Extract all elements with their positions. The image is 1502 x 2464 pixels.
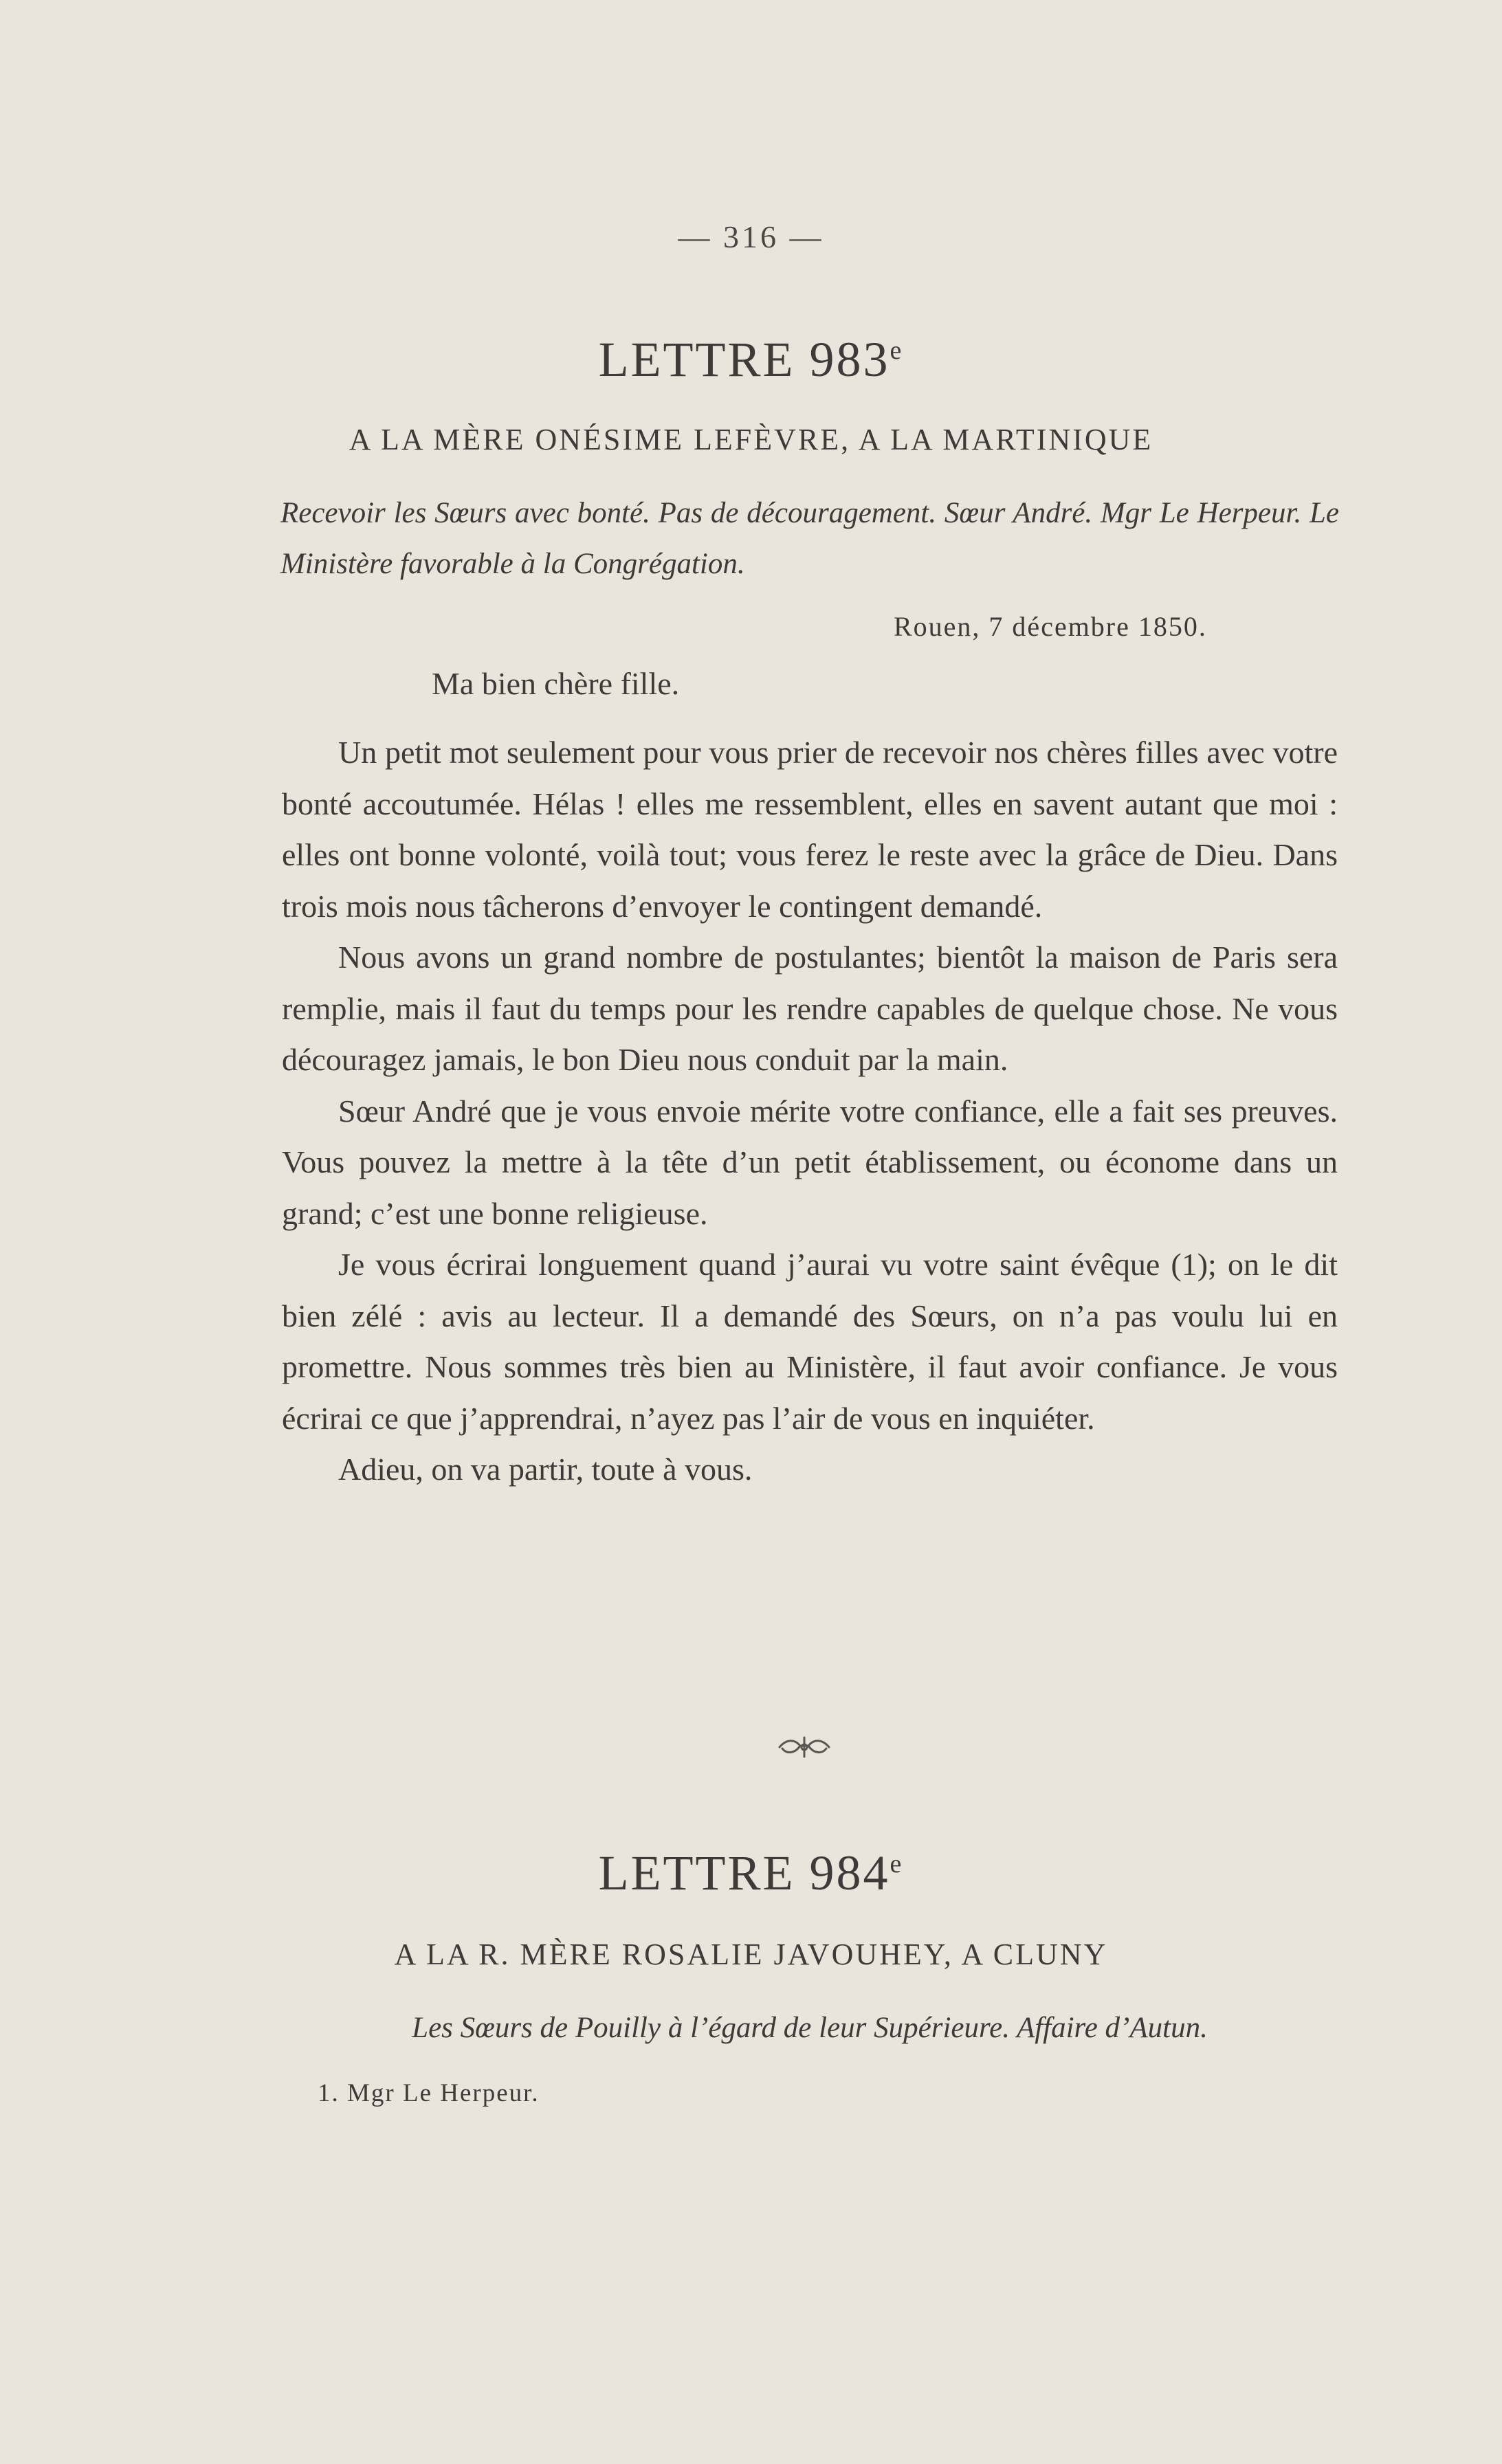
letter-983-paragraph: Adieu, on va partir, toute à vous. bbox=[338, 1452, 753, 1487]
ornament-divider-icon bbox=[777, 1733, 832, 1761]
letter-983-dateline: Rouen, 7 décembre 1850. bbox=[894, 611, 1207, 642]
letter-983-title bbox=[0, 331, 1502, 388]
letter-984-title-text: LETTRE 984 bbox=[598, 1845, 890, 1900]
footnote: 1. Mgr Le Herpeur. bbox=[318, 2079, 540, 2107]
letter-984-recipient: A LA R. MÈRE ROSALIE JAVOUHEY, A CLUNY bbox=[394, 1938, 1108, 1971]
letter-984-title-superscript: e bbox=[890, 1850, 904, 1878]
letter-984-summary: Les Sœurs de Pouilly à l’égard de leur Supérieure. Affaire d’Autun. bbox=[412, 2012, 1208, 2044]
letter-983-summary: Recevoir les Sœurs avec bonté. Pas de découragement. Sœur André. Mgr Le Herpeur. Le Ministère favorable à la Congrégation. bbox=[280, 497, 1339, 580]
letter-983-paragraph: Nous avons un grand nombre de postulantes; bientôt la maison de Paris sera remplie, mais il faut du temps pour les rendre capables de quelque chose. Ne vous découragez jamais, le bon Dieu nous conduit par la main. bbox=[282, 940, 1338, 1077]
letter-983-title-superscript: e bbox=[890, 336, 904, 365]
letter-983-paragraph: Je vous écrirai longuement quand j’aurai vu votre saint évêque (1); on le dit bien zélé : avis au lecteur. Il a demandé des Sœurs, on n’a pas voulu lui en promettre. Nous sommes très bien au Ministère, il faut avoir confiance. Je vous écrirai ce que j’apprendrai, n’ayez pas l’air de vous en inquiéter. bbox=[282, 1247, 1338, 1436]
letter-983-body bbox=[282, 727, 1338, 1496]
letter-983-title-text: LETTRE 983 bbox=[598, 332, 890, 387]
letter-983-salutation: Ma bien chère fille. bbox=[432, 666, 680, 701]
letter-983-recipient: A LA MÈRE ONÉSIME LEFÈVRE, A LA MARTINIQUE bbox=[349, 423, 1153, 456]
letter-984-title bbox=[0, 1845, 1502, 1902]
letter-983-paragraph: Sœur André que je vous envoie mérite votre confiance, elle a fait ses preuves. Vous pouvez la mettre à la tête d’un petit établissement, ou économe dans un grand; c’est une bonne religieuse. bbox=[282, 1093, 1338, 1231]
page-number: — 316 — bbox=[678, 219, 824, 254]
letter-983-paragraph: Un petit mot seulement pour vous prier de recevoir nos chères filles avec votre bonté accoutumée. Hélas ! elles me ressemblent, elles en savent autant que moi : elles ont bonne volonté, voilà tout; vous ferez le reste avec la grâce de Dieu. Dans trois mois nous tâcherons d’envoyer le contingent demandé. bbox=[282, 735, 1338, 924]
